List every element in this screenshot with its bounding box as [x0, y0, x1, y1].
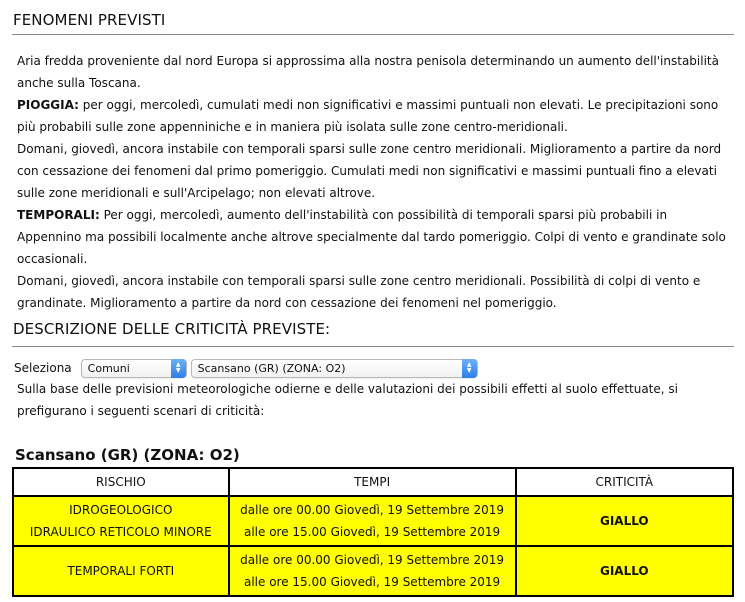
tempi-end: alle ore 15.00 Giovedì, 19 Settembre 2019	[243, 575, 501, 589]
section-divider	[12, 34, 734, 35]
header-criticita: CRITICITÀ	[516, 468, 733, 496]
tempi-start: dalle ore 00.00 Giovedì, 19 Settembre 2019	[240, 503, 504, 517]
rischio-cell	[13, 546, 229, 596]
temporali-text: Per oggi, mercoledì, aumento dell'instabilità con possibilità di temporali sparsi più probabili in Appennino ma possibili localmente anche altrove specialmente dal tardo pomeriggio. Colpi di vento e grandinate solo occasionali.	[17, 208, 726, 266]
tempi-cell	[229, 546, 516, 596]
section-title-fenomeni: FENOMENI PREVISTI	[13, 11, 166, 29]
intro-paragraph: Aria fredda proveniente dal nord Europa si approssima alla nostra penisola determinando un aumento dell'instabilità anche sulla Toscana.	[17, 54, 719, 90]
header-rischio: RISCHIO	[13, 468, 229, 496]
criticita-cell: GIALLO	[516, 546, 733, 596]
pioggia-label: PIOGGIA:	[17, 98, 79, 112]
table-title: Scansano (GR) (ZONA: O2)	[15, 446, 240, 464]
table-row	[13, 496, 733, 546]
table-header-row	[13, 468, 733, 496]
header-tempi: TEMPI	[229, 468, 516, 496]
temporali-paragraph	[17, 204, 731, 270]
rischio-line: TEMPORALI FORTI	[67, 564, 175, 578]
tempi-cell	[229, 496, 516, 546]
seleziona-label: Seleziona	[14, 361, 72, 375]
rischio-cell	[13, 496, 229, 546]
temporali-label: TEMPORALI:	[17, 208, 100, 222]
fenomeni-text	[17, 50, 731, 314]
tempi-end: alle ore 15.00 Giovedì, 19 Settembre 2019	[243, 525, 501, 539]
select-arrows-icon: ▲ ▼	[462, 359, 477, 378]
selector-row	[14, 358, 478, 378]
place-select-value: Scansano (GR) (ZONA: O2)	[197, 361, 346, 375]
select-arrows-icon: ▲ ▼	[171, 359, 186, 378]
pioggia-paragraph	[17, 94, 731, 138]
tempi-start: dalle ore 00.00 Giovedì, 19 Settembre 2019	[240, 553, 504, 567]
area-type-select-value: Comuni	[87, 361, 130, 375]
rischio-line: IDROGEOLOGICO	[69, 503, 173, 517]
criticita-cell: GIALLO	[516, 496, 733, 546]
area-type-select[interactable]	[81, 359, 187, 378]
rischio-line: IDRAULICO RETICOLO MINORE	[29, 525, 212, 539]
pioggia-text: per oggi, mercoledì, cumulati medi non significativi e massimi puntuali non elevati. Le precipitazioni sono più probabili sulle zone appenniniche e in maniera più isolata sulle zone centro-meridionali.	[17, 98, 719, 134]
section-title-criticita: DESCRIZIONE DELLE CRITICITÀ PREVISTE:	[13, 320, 331, 338]
table-row	[13, 546, 733, 596]
place-select[interactable]	[191, 359, 478, 378]
criticita-description: Sulla base delle previsioni meteorologiche odierne e delle valutazioni dei possibili effetti al suolo effettuate, si prefigurano i seguenti scenari di criticità:	[17, 382, 678, 418]
criticita-table	[12, 467, 734, 597]
section-divider	[12, 346, 734, 347]
temporali-domani-paragraph: Domani, giovedì, ancora instabile con temporali sparsi sulle zone centro meridionali. Possibilità di colpi di vento e grandinate. Miglioramento a partire da nord con cessazione dei fenomeni nel pomeriggio.	[17, 274, 701, 310]
pioggia-domani-paragraph: Domani, giovedì, ancora instabile con temporali sparsi sulle zone centro meridionali. Miglioramento a partire da nord con cessazione dei fenomeni dal primo pomeriggio. Cumulati medi non significativi e massimi puntuali fino a elevati sulle zone meridionali e sull'Arcipelago; non elevati altrove.	[17, 142, 722, 200]
